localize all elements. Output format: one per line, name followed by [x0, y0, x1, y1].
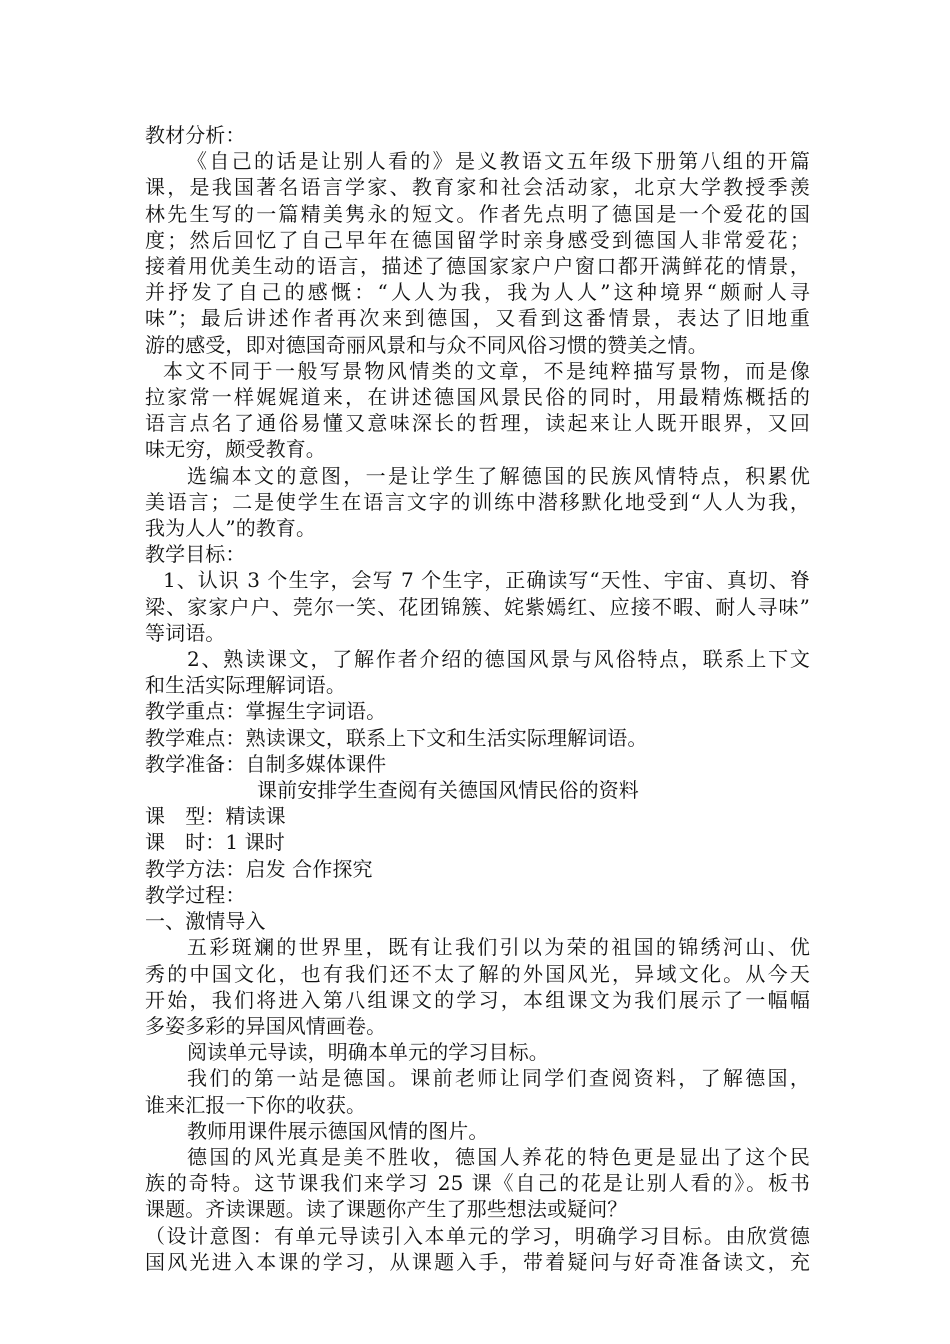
teaching-key-points: 教学重点：掌握生字词语。	[145, 699, 387, 724]
paragraph-line: 本文不同于一般写景物风情类的文章，不是纯粹描写景物，而是像	[163, 358, 810, 383]
paragraph-line: 族的奇特。这节课我们来学习 25 课《自己的花是让别人看的》。板书	[145, 1171, 810, 1196]
lesson-type: 课 型：精读课	[145, 804, 286, 829]
goal-line: 和生活实际理解词语。	[145, 673, 346, 698]
document-body	[145, 122, 810, 1275]
paragraph-line: 味”；最后讲述作者再次来到德国，又看到这番情景，表达了旧地重	[145, 306, 810, 331]
heading-textbook-analysis: 教材分析：	[145, 123, 246, 147]
paragraph-line: 谁来汇报一下你的收获。	[145, 1092, 367, 1117]
paragraph-line: 并抒发了自己的感慨：“人人为我，我为人人”这种境界“颇耐人寻	[145, 280, 810, 305]
paragraph-line: 课，是我国著名语言学家、教育家和社会活动家，北京大学教授季羡	[145, 175, 810, 200]
teaching-method: 教学方法：启发 合作探究	[145, 856, 373, 881]
goal-line: 梁、家家户户、莞尔一笑、花团锦簇、姹紫嫣红、应接不暇、耐人寻味”	[145, 594, 810, 619]
design-intent-line: （设计意图：有单元导读引入本单元的学习，明确学习目标。由欣赏德	[145, 1223, 810, 1248]
paragraph-line: 多姿多彩的异国风情画卷。	[145, 1013, 387, 1038]
paragraph-line: 《自己的话是让别人看的》是义教语文五年级下册第八组的开篇	[187, 149, 810, 174]
paragraph-line: 开始，我们将进入第八组课文的学习，本组课文为我们展示了一幅幅	[145, 987, 810, 1012]
paragraph-line: 秀的中国文化，也有我们还不太了解的外国风光，异域文化。从今天	[145, 961, 810, 986]
paragraph-line: 语言点名了通俗易懂又意味深长的哲理，读起来让人既开眼界，又回	[145, 411, 810, 436]
paragraph-line: 我为人人”的教育。	[145, 516, 317, 541]
section-heading-intro: 一、激情导入	[145, 909, 266, 934]
paragraph-line: 选编本文的意图，一是让学生了解德国的民族风情特点，积累优	[187, 463, 810, 488]
paragraph-line: 阅读单元导读，明确本单元的学习目标。	[187, 1040, 549, 1065]
teaching-difficulties: 教学难点：熟读课文，联系上下文和生活实际理解词语。	[145, 725, 648, 750]
paragraph-line: 游的感受，即对德国奇丽风景和与众不同风俗习惯的赞美之情。	[145, 332, 708, 357]
goal-line: 1、认识 3 个生字，会写 7 个生字，正确读写“天性、宇宙、真切、脊	[163, 568, 810, 593]
goal-line: 2、熟读课文，了解作者介绍的德国风景与风俗特点，联系上下文	[187, 647, 810, 672]
paragraph-line: 美语言；二是使学生在语言文字的训练中潜移默化地受到“人人为我，	[145, 489, 810, 514]
goal-line: 等词语。	[145, 620, 226, 645]
paragraph-line: 接着用优美生动的语言，描述了德国家家户户窗口都开满鲜花的情景，	[145, 254, 810, 279]
paragraph-line: 课题。齐读课题。读了课题你产生了那些想法或疑问？	[145, 1197, 628, 1222]
paragraph-line: 味无穷，颇受教育。	[145, 437, 326, 462]
heading-teaching-goals: 教学目标：	[145, 542, 246, 567]
teaching-preparation: 教学准备：自制多媒体课件	[145, 751, 387, 776]
paragraph-line: 我们的第一站是德国。课前老师让同学们查阅资料，了解德国，	[187, 1066, 810, 1091]
paragraph-line: 林先生写的一篇精美隽永的短文。作者先点明了德国是一个爱花的国	[145, 201, 810, 226]
paragraph-line: 五彩斑斓的世界里，既有让我们引以为荣的祖国的锦绣河山、优	[187, 935, 810, 960]
heading-teaching-process: 教学过程：	[145, 882, 246, 907]
lesson-hours: 课 时：1 课时	[145, 830, 285, 855]
paragraph-line: 拉家常一样娓娓道来，在讲述德国风景民俗的同时，用最精炼概括的	[145, 385, 810, 410]
design-intent-line: 国风光进入本课的学习，从课题入手，带着疑问与好奇准备读文，充	[145, 1249, 810, 1274]
paragraph-line: 德国的风光真是美不胜收，德国人养花的特色更是显出了这个民	[187, 1144, 810, 1169]
teaching-preparation-2: 课前安排学生查阅有关德国风情民俗的资料	[257, 778, 639, 803]
paragraph-line: 度；然后回忆了自己早年在德国留学时亲身感受到德国人非常爱花；	[145, 227, 810, 252]
paragraph-line: 教师用课件展示德国风情的图片。	[187, 1118, 489, 1143]
